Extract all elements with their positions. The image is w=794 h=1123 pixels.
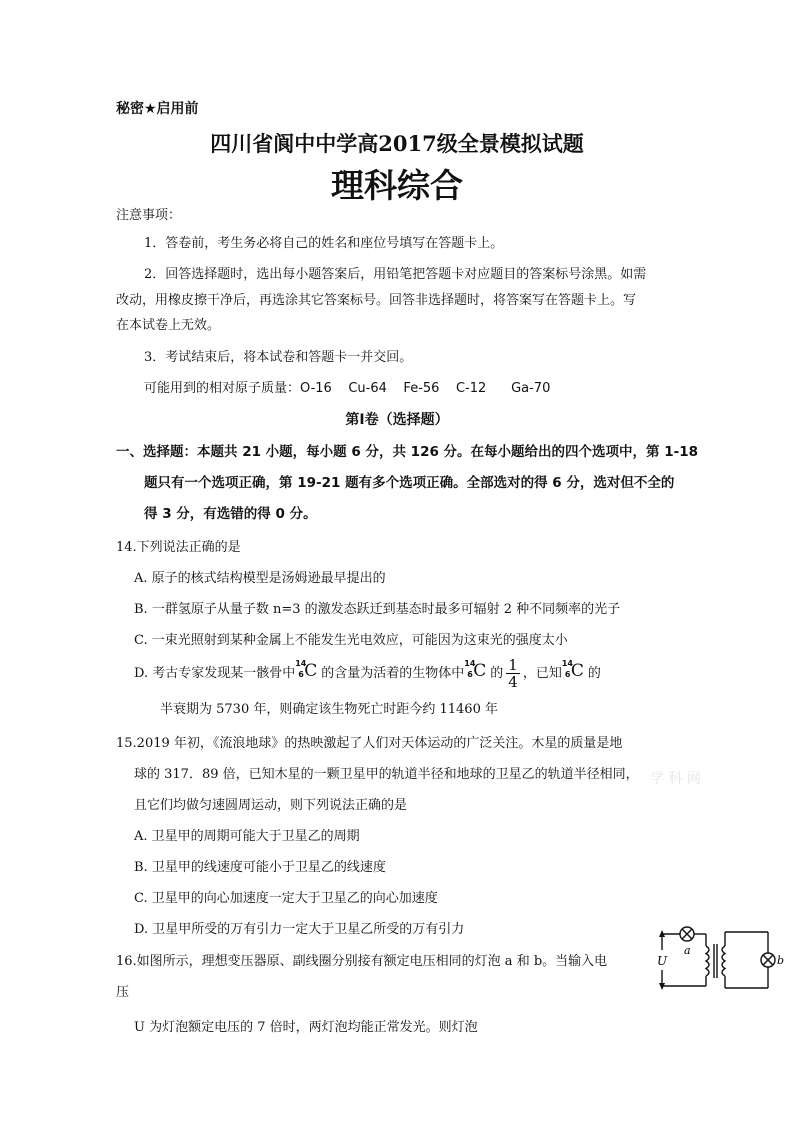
q15-option-a: A. 卫星甲的周期可能大于卫星乙的周期 [134, 829, 360, 844]
voltage-label: U [657, 954, 668, 968]
q14-d-text-1: D. 考古专家发现某一骸骨中 [134, 666, 296, 681]
fraction-one-quarter: $\frac{1}{4}$ [508, 656, 518, 691]
exam-title: 四川省阆中中学高2017级全景模拟试题 [210, 131, 584, 156]
carbon14-symbol: 14 6 C [561, 659, 584, 681]
section-instruction-line-3: 得 3 分，有选错的得 0 分。 [144, 506, 317, 522]
q14-option-c: C. 一束光照射到某种金属上不能发生光电效应，可能因为这束光的强度太小 [134, 633, 568, 648]
q15-stem-line-2: 球的 317．89 倍，已知木星的一颗卫星甲的轨道半径和地球的卫星乙的轨道半径相同， [134, 767, 639, 782]
note-item-2-line-2: 改动，用橡皮擦干净后，再选涂其它答案标号。回答非选择题时，将答案写在答题卡上。写 [116, 293, 637, 308]
q14-d-text-5: 的 [587, 666, 601, 681]
q14-d-text-4: ，已知 [522, 666, 562, 681]
q16-stem-line-2: 压 [116, 985, 130, 1000]
q15-option-b: B. 卫星甲的线速度可能小于卫星乙的线速度 [134, 860, 386, 875]
lamp-b-label: b [777, 954, 785, 967]
section-instruction-line-1: 一、选择题：本题共 21 小题，每小题 6 分，共 126 分。在每小题给出的四个选项中，第 1-18 [116, 444, 699, 460]
carbon14-symbol: 14 6 C [295, 659, 318, 681]
confidential-label: 秘密★启用前 [116, 101, 199, 117]
q15-stem-line-1: 15.2019 年初，《流浪地球》的热映激起了人们对天体运动的广泛关注。木星的质量是地 [116, 736, 623, 751]
q14-option-a: A. 原子的核式结构模型是汤姆逊最早提出的 [134, 571, 386, 586]
q14-option-d [134, 657, 601, 690]
note-item-2-line-1: 2．回答选择题时，选出每小题答案后，用铅笔把答题卡对应题目的答案标号涂黑。如需 [144, 267, 647, 282]
q14-d-text-3: 的 [490, 666, 504, 681]
q15-option-c: C. 卫星甲的向心加速度一定大于卫星乙的向心加速度 [134, 891, 438, 906]
subject-title: 理科综合 [331, 166, 463, 205]
notes-heading: 注意事项： [116, 208, 182, 223]
q14-d-text-2: 的含量为活着的生物体中 [321, 666, 465, 681]
section-heading: 第Ⅰ卷（选择题） [345, 412, 449, 428]
q16-stem-line-1: 16.如图所示，理想变压器原、副线圈分别接有额定电压相同的灯泡 a 和 b。当输入电 [116, 954, 608, 969]
q14-option-b: B. 一群氢原子从量子数 n=3 的激发态跃迁到基态时最多可辐射 2 种不同频率的光子 [134, 602, 621, 617]
q16-stem-line-3: U 为灯泡额定电压的 7 倍时，两灯泡均能正常发光。则灯泡 [134, 1020, 478, 1035]
note-item-3: 3．考试结束后，将本试卷和答题卡一并交回。 [144, 350, 413, 365]
atomic-mass-line: 可能用到的相对原子质量：O-16 Cu-64 Fe-56 C-12 Ga-70 [144, 381, 551, 396]
section-instruction-line-2: 题只有一个选项正确，第 19-21 题有多个选项正确。全部选对的得 6 分，选对但不全的 [144, 475, 675, 491]
note-item-2-line-3: 在本试卷上无效。 [116, 318, 221, 333]
q14-stem: 14.下列说法正确的是 [116, 540, 241, 555]
note-item-1: 1．答卷前，考生务必将自己的姓名和座位号填写在答题卡上。 [144, 236, 504, 251]
watermark: 学 科 网 [650, 771, 701, 787]
q15-stem-line-3: 且它们均做匀速圆周运动，则下列说法正确的是 [134, 798, 408, 813]
q15-option-d: D. 卫星甲所受的万有引力一定大于卫星乙所受的万有引力 [134, 922, 465, 937]
lamp-a-label: a [684, 944, 691, 957]
q14-option-d-line-2: 半衰期为 5730 年，则确定该生物死亡时距今约 11460 年 [160, 702, 498, 717]
transformer-circuit-diagram [648, 924, 788, 996]
carbon14-symbol: 14 6 C [464, 659, 487, 681]
